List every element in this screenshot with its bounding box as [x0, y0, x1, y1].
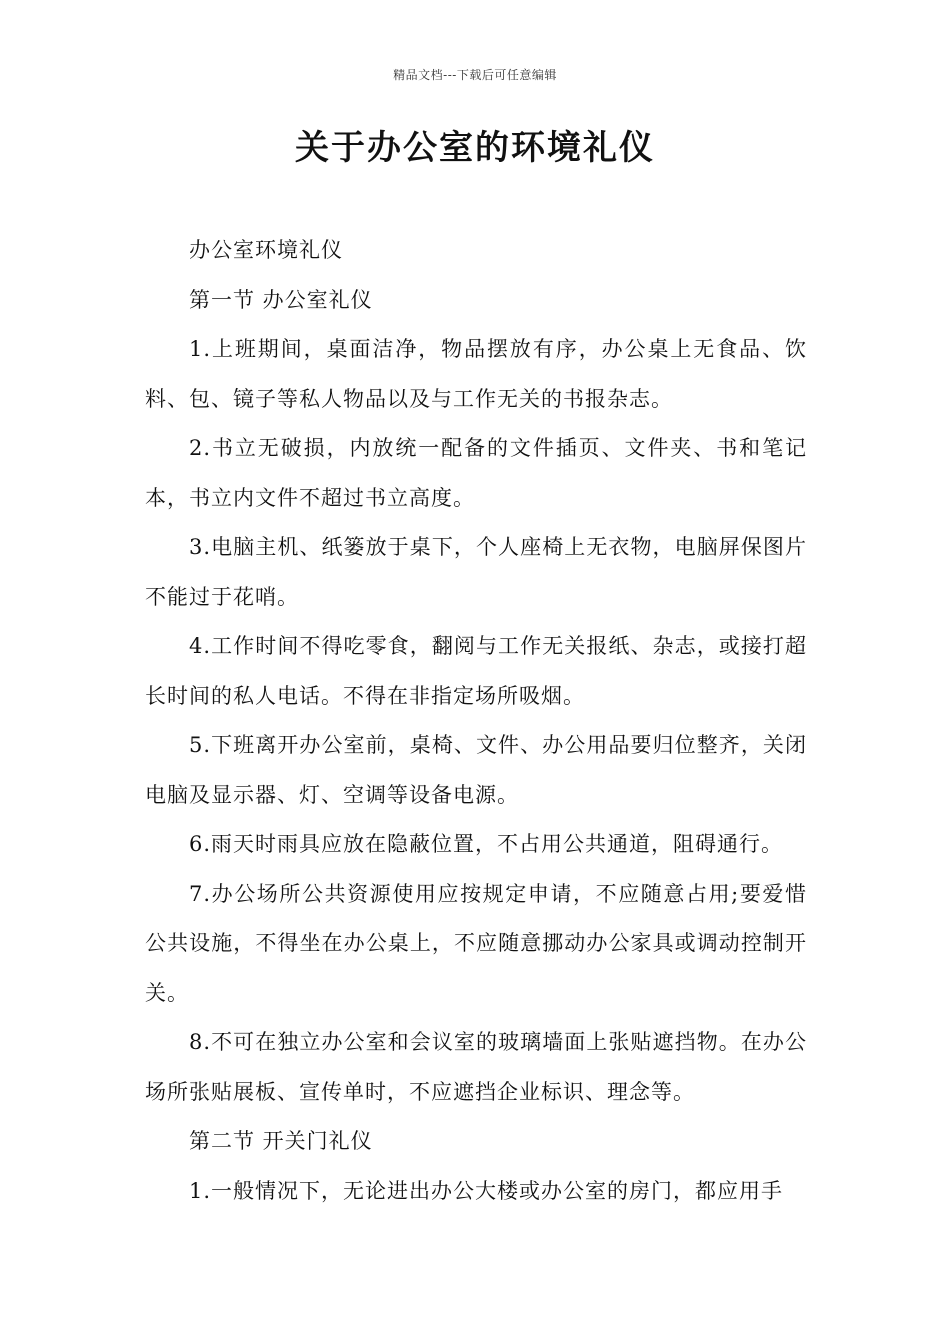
section-heading: 办公室环境礼仪: [189, 238, 343, 262]
subsection-heading: 第一节 办公室礼仪: [189, 287, 373, 312]
paragraph: 8.不可在独立办公室和会议室的玻璃墙面上张贴遮挡物。在办公场所张贴展板、宣传单时，不应遮挡企业标识、理念等。: [145, 1030, 807, 1104]
paragraph: 1.一般情况下，无论进出办公大楼或办公室的房门，都应用手: [189, 1178, 784, 1203]
paragraph: 7.办公场所公共资源使用应按规定申请，不应随意占用;要爱惜公共设施，不得坐在办公桌上，不应随意挪动办公家具或调动控制开关。: [145, 881, 807, 1005]
document-title: 关于办公室的环境礼仪: [295, 128, 655, 168]
paragraph: 3.电脑主机、纸篓放于桌下，个人座椅上无衣物，电脑屏保图片不能过于花哨。: [145, 535, 807, 609]
paragraph: 1.上班期间，桌面洁净，物品摆放有序，办公桌上无食品、饮料、包、镜子等私人物品以及与工作无关的书报杂志。: [145, 337, 807, 411]
paragraph: 6.雨天时雨具应放在隐蔽位置，不占用公共通道，阻碍通行。: [189, 832, 784, 856]
paragraph: 4.工作时间不得吃零食，翻阅与工作无关报纸、杂志，或接打超长时间的私人电话。不得在非指定场所吸烟。: [145, 634, 807, 708]
paragraph: 2.书立无破损，内放统一配备的文件插页、文件夹、书和笔记本，书立内文件不超过书立高度。: [145, 436, 807, 510]
subsection-heading: 第二节 开关门礼仪: [189, 1129, 373, 1153]
paragraph: 5.下班离开办公室前，桌椅、文件、办公用品要归位整齐，关闭电脑及显示器、灯、空调等设备电源。: [145, 733, 807, 807]
page-header-note: 精品文档---下载后可任意编辑: [393, 68, 557, 82]
document-body: [145, 226, 807, 1216]
